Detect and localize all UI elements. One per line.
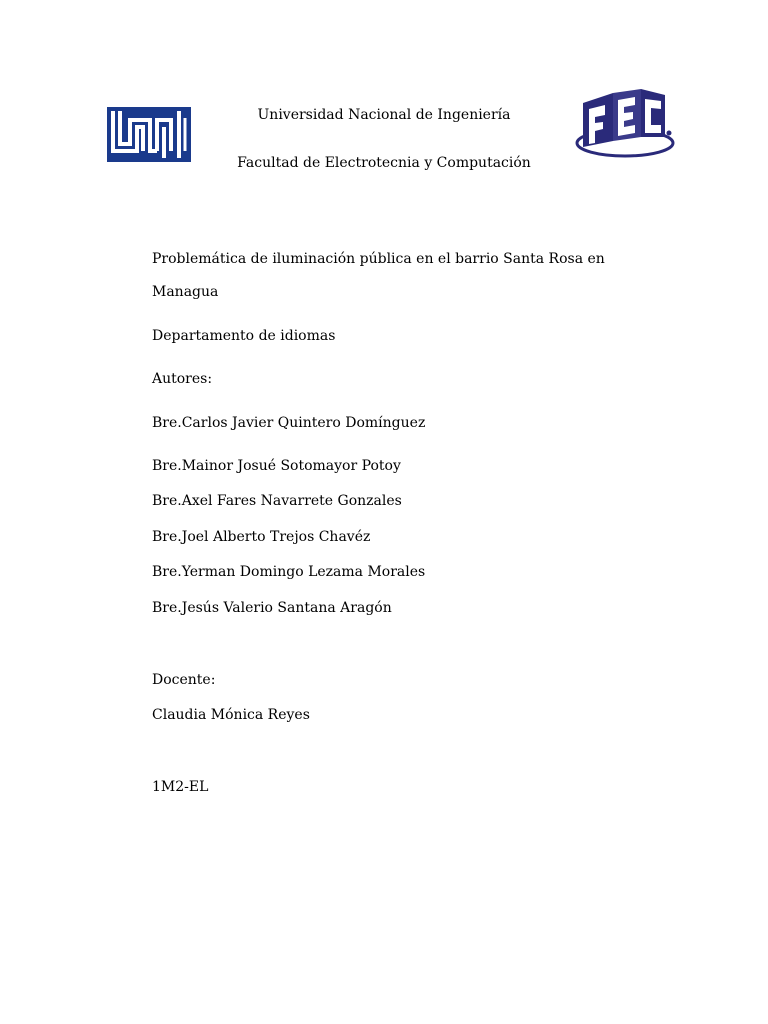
faculty-name: Facultad de Electrotecnia y Computación	[237, 155, 531, 171]
author-item: Bre.Carlos Javier Quintero Domínguez	[152, 415, 426, 431]
author-item: Bre.Joel Alberto Trejos Chavéz	[152, 529, 371, 545]
group-code: 1M2-EL	[152, 779, 209, 795]
author-item: Bre.Jesús Valerio Santana Aragón	[152, 600, 392, 616]
authors-label: Autores:	[152, 371, 213, 387]
university-name: Universidad Nacional de Ingeniería	[257, 107, 511, 123]
department: Departamento de idiomas	[152, 328, 336, 344]
author-item: Bre.Yerman Domingo Lezama Morales	[152, 564, 426, 580]
author-item: Bre.Axel Fares Navarrete Gonzales	[152, 493, 402, 509]
title-line-2: Managua	[152, 284, 219, 300]
teacher-name: Claudia Mónica Reyes	[152, 707, 310, 723]
author-item: Bre.Mainor Josué Sotomayor Potoy	[152, 458, 401, 474]
teacher-label: Docente:	[152, 672, 216, 688]
title-line-1: Problemática de iluminación pública en el barrio Santa Rosa en	[152, 251, 605, 267]
